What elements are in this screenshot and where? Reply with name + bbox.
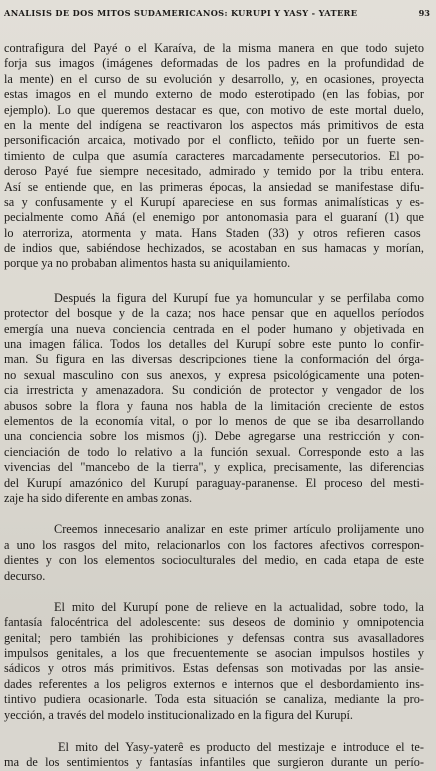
text-line: cia irrestricta y amenazadora. Su condición de protector y vengador de los bbox=[4, 383, 424, 398]
text-line: genital; pero también las prohibiciones y defensas contra sus avasalladores bbox=[4, 630, 424, 645]
text-line: Así se entiende que, en las primeras épocas, la ansiedad se manifestase difu- bbox=[4, 179, 424, 194]
text-line: El mito del Kurupí pone de relieve en la actualidad, sobre todo, la bbox=[54, 599, 424, 614]
paragraph bbox=[0, 522, 436, 584]
text-line: yección, a través del modelo institucionalizado en la figura del Kurupí. bbox=[4, 707, 353, 722]
body-text bbox=[0, 41, 436, 771]
text-line: sa y confusamente y el Kurupí apareciese en sus formas animalísticas y es- bbox=[4, 194, 424, 209]
text-line: abusos sobre la flora y fauna nos habla de la limitación creciente de estos bbox=[4, 398, 424, 413]
paragraph bbox=[0, 291, 436, 506]
text-line: fantasía falocéntrica del adolescente: sus deseos de dominio y omnipotencia bbox=[4, 615, 424, 630]
text-line: personificación arcaica, motivado por el conflicto, teñido por un fuerte sen- bbox=[4, 133, 424, 148]
text-line: contrafigura del Payé o el Karaíva, de la misma manera en que todo sujeto bbox=[4, 41, 424, 55]
text-line: deroso Payé fue siempre necesitado, admirado y temido por la tribu entera. bbox=[4, 164, 424, 179]
text-line: zaje ha sido diferente en ambas zonas. bbox=[4, 490, 193, 505]
text-line: ejemplo). Lo que queremos destacar es que, con motivo de este mortal duelo, bbox=[4, 102, 424, 117]
text-line: de indios que, sabiéndose hechizados, se acostaban en sus hamacas y morían, bbox=[4, 241, 424, 256]
text-line: Después la figura del Kurupí fue ya homuncular y se perfilaba como bbox=[54, 290, 424, 305]
text-line: timiento de culpa que asumía caracteres marcadamente persecutorios. El po- bbox=[4, 148, 424, 163]
text-line: estas imagos en el mundo externo de modo esterotipado (en las fobias, por bbox=[4, 87, 424, 102]
text-line: del Kurupí amazónico del Kurupí paraguay-paranense. El proceso del mesti- bbox=[4, 475, 424, 490]
text-line: vivencias del "mancebo de la tierra", y explica, precisamente, las diferencias bbox=[4, 460, 424, 475]
text-line: sádicos y otros más primitivos. Estas defensas son motivadas por las ansie- bbox=[4, 661, 424, 676]
text-line: cienciación de todo lo relativo a la función sexual. Corresponde esto a las bbox=[4, 444, 424, 459]
text-line: man. Su figura en las diversas descripciones tiene la conformación del órga- bbox=[4, 352, 424, 367]
running-head: ANALISIS DE DOS MITOS SUDAMERICANOS: KURUPI Y YASY - YATERE bbox=[4, 8, 358, 18]
text-line: una conciencia sobre los mismos (j). Debe agregarse una restricción y con- bbox=[4, 429, 424, 444]
text-line: dades referentes a los peligros externos e internos que el desbordamiento ins- bbox=[4, 676, 424, 691]
text-line: a uno los rasgos del mito, relacionarlos con los factores afectivos correspon- bbox=[4, 537, 424, 552]
text-line: forja sus imagos (imágenes deformadas de los padres en la profundidad de bbox=[4, 56, 424, 71]
text-line: impulsos genitales, a los que frecuentemente se asocian impulsos hostiles y bbox=[4, 646, 424, 661]
text-line: pecialmente como Añá (el enemigo por antonomasia para el guaraní (1) que bbox=[4, 210, 424, 225]
paragraph bbox=[0, 600, 436, 723]
text-line: tintivo pudiera ocasionarle. Toda esta situación se canaliza, mediante la pro- bbox=[4, 692, 424, 707]
text-line: protector del bosque y de la caza; nos hace pensar que en aquellos períodos bbox=[4, 306, 424, 321]
text-line: porque ya no probaban alimentos hasta su aniquilamiento. bbox=[4, 256, 291, 271]
text-line: una imagen fálica. Todos los detalles del Kurupí sobre este punto lo confir- bbox=[4, 337, 424, 352]
text-line: elementos de la economía vital, o por lo menos de que se iba desarrollando bbox=[4, 413, 424, 428]
page-number: 93 bbox=[418, 8, 430, 18]
text-line: no sexual masculino con sus anexos, y expresa psicológicamente una poten- bbox=[4, 367, 424, 382]
text-line: Creemos innecesario analizar en este primer artículo prolijamente uno bbox=[54, 522, 424, 537]
paragraph bbox=[0, 41, 436, 272]
paragraph bbox=[0, 740, 436, 771]
text-line: la mente) en el curso de su evolución y desarrollo, y, en ocasiones, proyecta bbox=[4, 71, 424, 86]
text-line: dientes y con los elementos socioculturales del medio, en cada etapa de este bbox=[4, 553, 424, 568]
text-line: El mito del Yasy-yaterê es producto del mestizaje e introduce el te- bbox=[58, 740, 424, 755]
text-line: lo aterroriza, atormenta y mata. Hans Staden (33) y otros refieren casos bbox=[4, 225, 421, 240]
text-line: en la mente del indígena se reactivaron los aspectos más primitivos de esta bbox=[4, 117, 424, 132]
text-line: ma de los sentimientos y fantasías infantiles que surgieron durante un perío- bbox=[4, 755, 424, 770]
text-line: decurso. bbox=[4, 568, 46, 583]
text-line: emergía una nueva conciencia centrada en el poder humano y objetivada en bbox=[4, 321, 424, 336]
